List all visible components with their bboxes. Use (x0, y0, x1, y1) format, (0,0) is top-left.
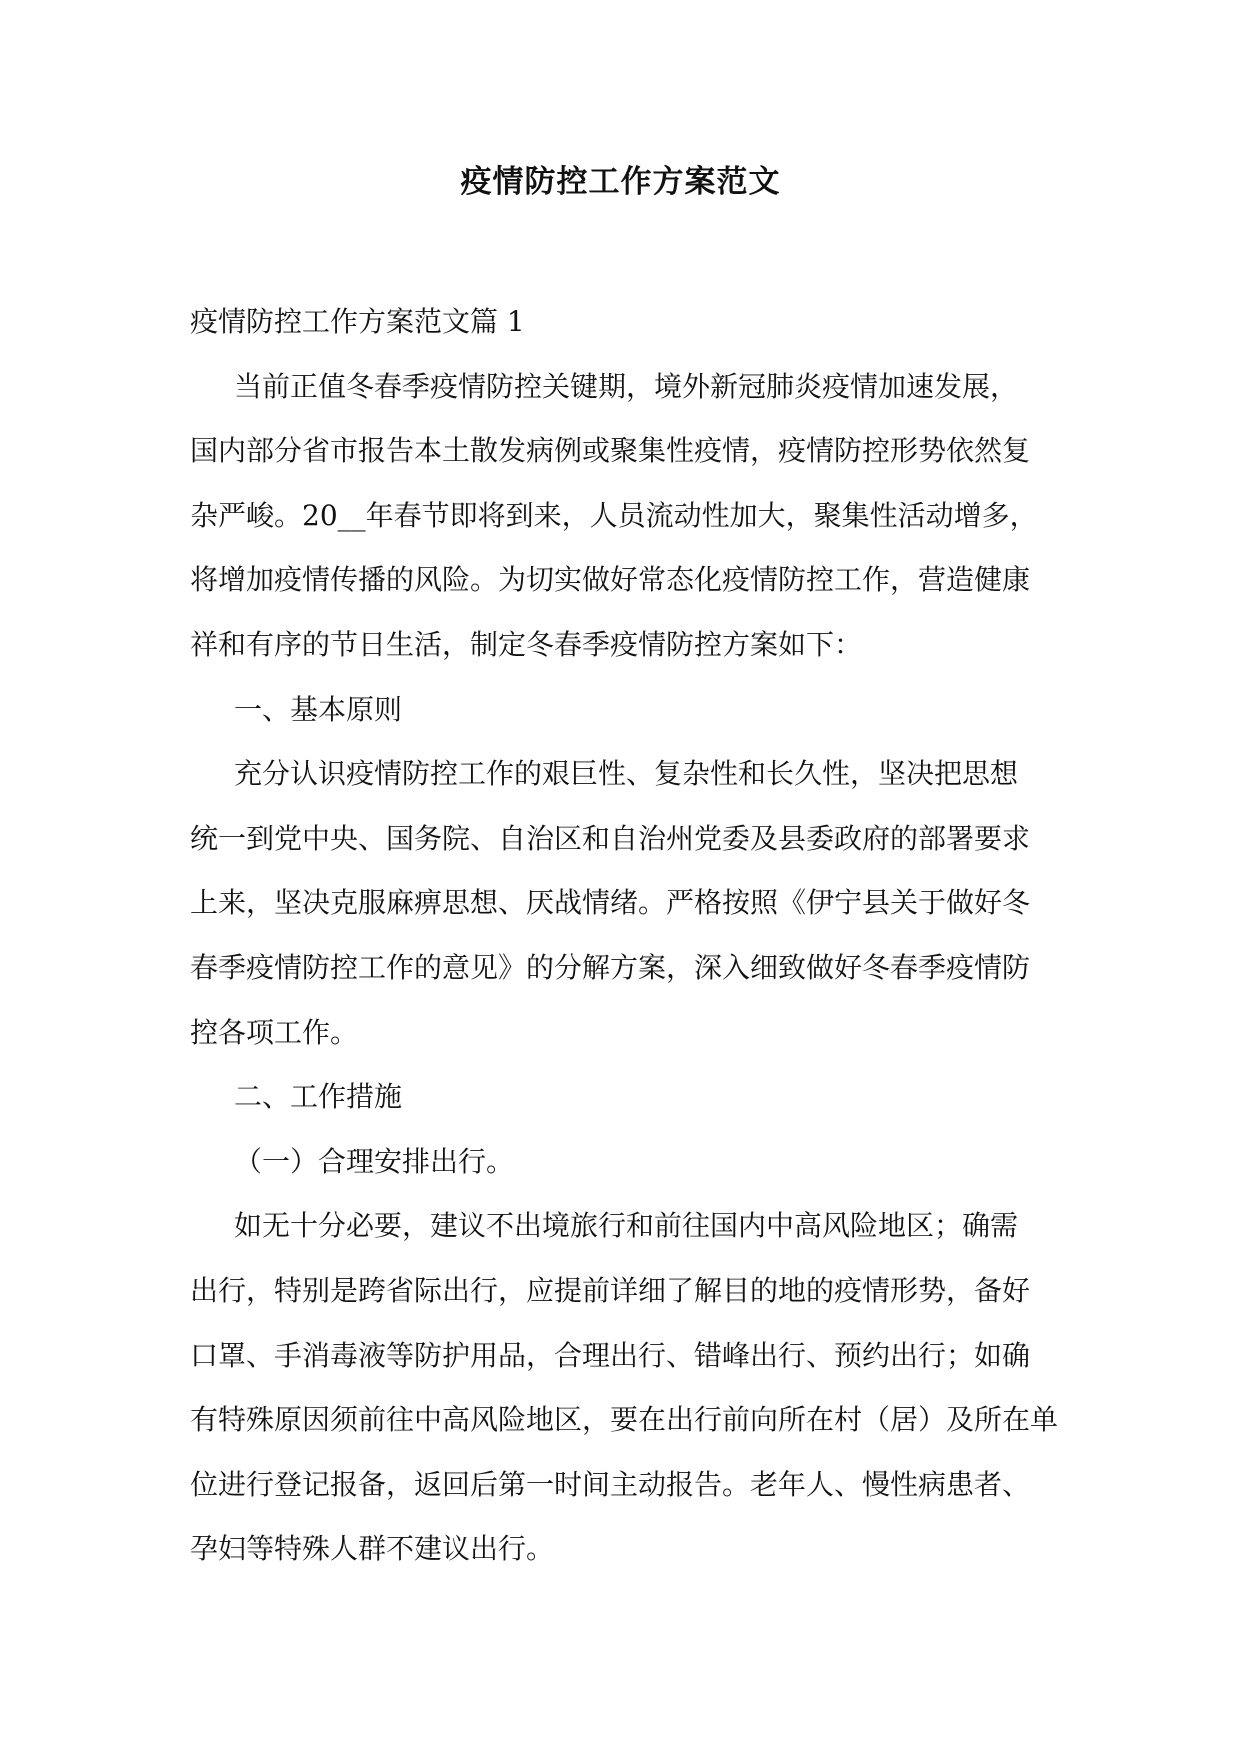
paragraph-line: 控各项工作。 (190, 1015, 359, 1049)
paragraph-line: 上来，坚决克服麻痹思想、厌战情绪。严格按照《伊宁县关于做好冬 (190, 886, 1031, 920)
document-body (190, 290, 1059, 1582)
paragraph-line: 位进行登记报备，返回后第一时间主动报告。老年人、慢性病患者、 (190, 1467, 1031, 1501)
paragraph-line: 当前正值冬春季疫情防控关键期，境外新冠肺炎疫情加速发展， (234, 369, 1019, 403)
paragraph-line: 有特殊原因须前往中高风险地区，要在出行前向所在村（居）及所在单 (190, 1403, 1059, 1437)
subheading-travel: （一）合理安排出行。 (234, 1144, 515, 1178)
paragraph-line: 出行，特别是跨省际出行，应提前详细了解目的地的疫情形势，备好 (190, 1273, 1031, 1307)
heading-work-measures: 二、工作措施 (234, 1080, 403, 1114)
paragraph-line: 如无十分必要，建议不出境旅行和前往国内中高风险地区；确需 (234, 1209, 1019, 1243)
paragraph-line: 杂严峻。20__年春节即将到来，人员流动性加大，聚集性活动增多， (190, 498, 1038, 532)
paragraph-line: 统一到党中央、国务院、自治区和自治州党委及县委政府的部署要求 (190, 821, 1031, 855)
paragraph-line: 口罩、手消毒液等防护用品，合理出行、错峰出行、预约出行；如确 (190, 1338, 1031, 1372)
paragraph-line: 国内部分省市报告本土散发病例或聚集性疫情，疫情防控形势依然复 (190, 434, 1031, 468)
section-heading: 疫情防控工作方案范文篇 1 (190, 305, 525, 338)
paragraph-line: 春季疫情防控工作的意见》的分解方案，深入细致做好冬春季疫情防 (190, 950, 1031, 984)
paragraph-line: 将增加疫情传播的风险。为切实做好常态化疫情防控工作，营造健康 (190, 563, 1031, 597)
paragraph-line: 充分认识疫情防控工作的艰巨性、复杂性和长久性，坚决把思想 (234, 757, 1019, 791)
heading-basic-principles: 一、基本原则 (234, 692, 403, 726)
paragraph-line: 祥和有序的节日生活，制定冬春季疫情防控方案如下： (190, 627, 863, 661)
paragraph-line: 孕妇等特殊人群不建议出行。 (190, 1532, 555, 1566)
document-title: 疫情防控工作方案范文 (460, 164, 781, 200)
